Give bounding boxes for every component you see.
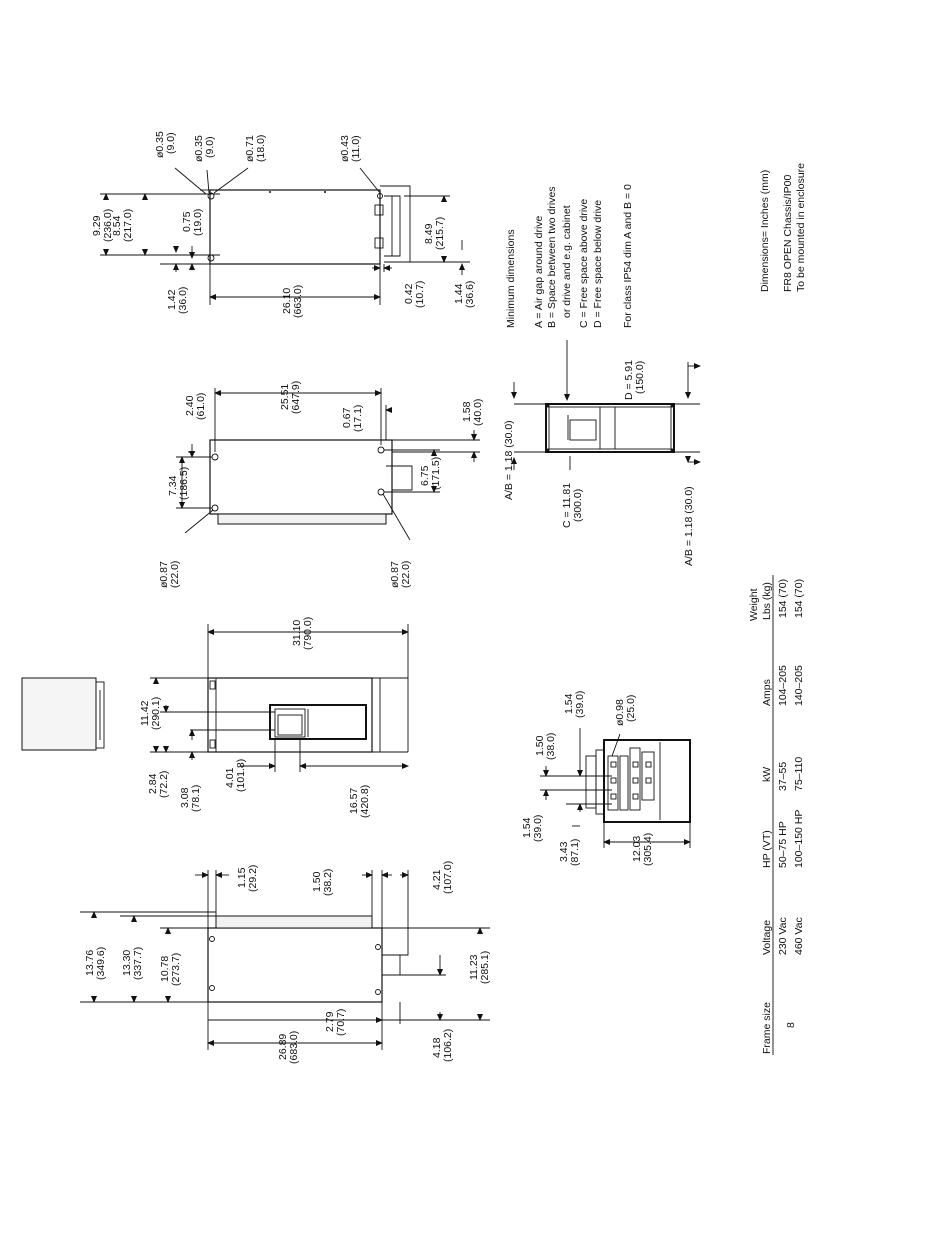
dim-label-mm: (349.6) (95, 946, 107, 980)
dim-label-mm: (285.1) (479, 950, 491, 984)
svg-text:ø0.35(9.0) (193, 135, 216, 162)
dim-label: 7.34 (167, 475, 179, 496)
dim-label-mm: (22.0) (169, 560, 181, 588)
svg-text:1.15(29.2) (236, 865, 259, 892)
dim-label-mm: (186.5) (178, 466, 190, 500)
clearance-ab-top: A/B = 1.18 (30.0) (503, 420, 515, 500)
clearance-c-label: C = 11.81 (561, 482, 573, 528)
svg-text:7.34(186.5) (167, 467, 190, 500)
min-dims-title: Minimum dimensions (505, 229, 517, 328)
side-view-labels (84, 861, 491, 1064)
dim-label: 1.58 (461, 401, 473, 422)
dim-label: 2.79 (324, 1011, 336, 1032)
svg-text:1.50(38.0) (534, 733, 557, 760)
clearance-ab-bottom: A/B = 1.18 (30.0) (683, 486, 695, 566)
table-cell-hp: 100–150 HP (793, 809, 805, 868)
dim-label: 26.10 (281, 287, 293, 314)
clearance-labels (503, 360, 695, 566)
svg-text:1.54(39.0) (563, 691, 586, 718)
dim-label-mm: (420.8) (359, 784, 371, 818)
table-header-hp: HP (VT) (761, 830, 773, 868)
dim-label: 1.54 (521, 817, 533, 838)
dim-label-mm: (217.0) (122, 208, 134, 242)
svg-text:4.01(101.8) (224, 759, 247, 792)
dim-label-mm: (78.1) (190, 784, 202, 812)
front-view-labels (139, 617, 371, 818)
back-view-labels (158, 381, 484, 588)
svg-text:10.78(273.7) (159, 953, 182, 986)
svg-text:ø0.87(22.0) (158, 561, 181, 588)
dim-label: 11.42 (139, 700, 151, 726)
dim-label-mm: (39.0) (574, 690, 586, 718)
dim-label: ø0.35 (193, 135, 205, 162)
svg-text:4.21(107.0) (431, 861, 454, 894)
svg-text:31.10(790.0) (291, 617, 314, 650)
table-cell-kw: 37–55 (777, 761, 789, 791)
dim-label: ø0.87 (389, 561, 401, 588)
dim-label-mm: (273.7) (170, 952, 182, 986)
min-dims-d: D = Free space below drive (592, 199, 604, 328)
dim-label-mm: (29.2) (247, 864, 259, 892)
dim-label: 4.01 (224, 767, 236, 788)
dim-label: 1.42 (166, 289, 178, 310)
table-header-voltage: Voltage (761, 919, 773, 955)
table-cell-frame: 8 (785, 1022, 797, 1028)
dim-label: 4.21 (431, 869, 443, 890)
table-header-kw: kW (761, 766, 773, 782)
dim-label-mm: (107.0) (442, 860, 454, 894)
dim-label-mm: (11.0) (350, 135, 362, 162)
dim-label-mm: (647.9) (290, 380, 302, 414)
svg-text:3.43(87.1) (558, 839, 581, 866)
table-cell-weight: 154 (70) (777, 578, 789, 618)
dim-label: 2.84 (147, 773, 159, 794)
ip54-note: For class IP54 dim A and B = 0 (622, 184, 634, 328)
min-dims-c: C = Free space above drive (578, 198, 590, 328)
dim-label: ø0.87 (158, 561, 170, 588)
dim-label: 0.67 (341, 407, 353, 428)
dim-label-mm: (290.1) (150, 696, 162, 730)
table-header-amps: Amps (761, 679, 773, 706)
table-header-lbs-kg: Lbs (kg) (761, 582, 773, 620)
dim-label-mm: (70.7) (335, 1008, 347, 1036)
dim-label: 11.23 (468, 954, 480, 980)
dim-label: 2.40 (184, 395, 196, 416)
svg-text:0.67(17.1) (341, 405, 364, 432)
minimum-dimensions-notes (505, 184, 634, 328)
dim-label-mm: (18.0) (255, 134, 267, 162)
svg-text:2.40(61.0) (184, 393, 207, 420)
svg-text:1.54(39.0) (521, 815, 544, 842)
min-dims-b1: B = Space between two drives (546, 186, 558, 328)
spec-table (748, 575, 805, 1055)
svg-text:13.30(337.7) (121, 947, 144, 980)
min-dims-b2: or drive and e.g. cabinet (561, 205, 573, 318)
chassis-note: FR8 OPEN Chassis/IP00 (782, 174, 794, 292)
dim-label: 8.54 (111, 215, 123, 236)
dim-label-mm: (101.8) (235, 758, 247, 792)
dim-label: 1.54 (563, 693, 575, 714)
dim-label-mm: (215.7) (434, 216, 446, 250)
dim-label-mm: (337.7) (132, 946, 144, 980)
svg-text:0.75(19.0) (181, 209, 204, 236)
svg-text:1.42(36.0) (166, 287, 189, 314)
clearance-drawing (514, 340, 700, 470)
table-cell-voltage: 230 Vac (777, 917, 789, 955)
svg-text:26.10(663.0) (281, 285, 304, 318)
clearance-d-mm: (150.0) (634, 360, 646, 394)
svg-text:2.79(70.7) (324, 1009, 347, 1036)
svg-text:12.03(305.4) (631, 833, 654, 866)
dim-label-mm: (10.7) (414, 280, 426, 308)
dim-label: 3.43 (558, 841, 570, 862)
table-cell-weight: 154 (70) (793, 578, 805, 618)
svg-text:2.84(72.2) (147, 771, 170, 798)
dim-label-mm: (683.0) (288, 1030, 300, 1064)
svg-text:8.54(217.0) (111, 209, 134, 242)
dim-label-mm: (39.0) (532, 814, 544, 842)
dim-label: 1.50 (534, 735, 546, 756)
general-notes (759, 163, 807, 292)
dim-label: 9.29 (91, 215, 103, 236)
dim-label: 26.89 (277, 1033, 289, 1060)
table-header-frame-size: Frame size (761, 1002, 773, 1054)
dim-label: 13.76 (84, 949, 96, 976)
svg-text:ø0.87(22.0) (389, 561, 412, 588)
dim-label-mm: (790.0) (302, 616, 314, 650)
table-cell-amps: 104–205 (777, 665, 789, 706)
dim-label: 12.03 (631, 835, 643, 862)
svg-text:ø0.35(9.0) (154, 131, 177, 158)
dim-label-mm: (22.0) (400, 560, 412, 588)
dim-label: ø0.71 (244, 135, 256, 162)
dim-label-mm: (663.0) (292, 284, 304, 318)
svg-text:4.18(106.2) (431, 1029, 454, 1062)
dim-label-mm: (19.0) (192, 208, 204, 236)
svg-text:11.42(290.1) (139, 697, 162, 730)
dim-label-mm: (9.0) (165, 132, 177, 154)
table-cell-hp: 50–75 HP (777, 821, 789, 868)
dim-label: 31.10 (291, 619, 303, 646)
svg-text:25.51(647.9) (279, 381, 302, 414)
svg-text:C = 11.81(300.0) (561, 483, 584, 528)
dim-label-mm: (17.1) (352, 404, 364, 432)
dim-label-mm: (171.5) (430, 456, 442, 490)
dim-label-mm: (25.0) (625, 694, 637, 722)
dim-label-mm: (36.6) (464, 280, 476, 308)
clearance-d-label: D = 5.91 (623, 360, 635, 400)
svg-text:0.42(10.7) (403, 281, 426, 308)
dim-label: 6.75 (419, 465, 431, 486)
dim-label: 8.49 (423, 223, 435, 244)
svg-text:16.57(420.8) (348, 785, 371, 818)
min-dims-a: A = Air gap around drive (533, 215, 545, 328)
dim-label: 0.42 (403, 283, 415, 304)
table-cell-voltage: 460 Vac (793, 917, 805, 955)
dim-label: 1.15 (236, 867, 248, 888)
svg-text:1.50(38.2) (311, 869, 334, 896)
dim-label-mm: (40.0) (472, 398, 484, 426)
svg-text:26.89(683.0) (277, 1031, 300, 1064)
bottom-view-drawing (540, 728, 690, 848)
svg-text:ø0.71(18.0) (244, 135, 267, 162)
dim-label: 0.75 (181, 211, 193, 232)
dim-label: ø0.35 (154, 131, 166, 158)
dim-label-mm: (305.4) (642, 832, 654, 866)
front-view-drawing (22, 624, 408, 772)
table-cell-amps: 140–205 (793, 665, 805, 706)
svg-text:ø0.98(25.0) (614, 695, 637, 726)
dim-label-mm: (36.0) (177, 286, 189, 314)
svg-text:13.76(349.6) (84, 947, 107, 980)
clearance-c-mm: (300.0) (572, 488, 584, 522)
dim-label: ø0.98 (614, 699, 626, 726)
dim-label-mm: (106.2) (442, 1028, 454, 1062)
top-view-labels (91, 131, 476, 318)
dim-label: 1.44 (453, 283, 465, 304)
dim-label: 13.30 (121, 949, 133, 976)
dim-label-mm: (87.1) (569, 838, 581, 866)
svg-text:6.75(171.5) (419, 457, 442, 490)
dim-label-mm: (61.0) (195, 392, 207, 420)
dim-label: 25.51 (279, 383, 291, 410)
svg-text:8.49(215.7) (423, 217, 446, 250)
dim-label: 1.50 (311, 871, 323, 892)
svg-text:1.44(36.6) (453, 281, 476, 308)
dim-label: 4.18 (431, 1037, 443, 1058)
dim-label-mm: (72.2) (158, 770, 170, 798)
enclosure-note: To be mounted in enclosure (795, 163, 807, 292)
dim-label-mm: (38.2) (322, 868, 334, 896)
dim-label: 10.78 (159, 955, 171, 982)
table-cell-kw: 75–110 (793, 756, 805, 791)
dim-label: ø0.43 (339, 135, 351, 162)
terminal-block (608, 748, 654, 810)
dim-label-mm: (236.0) (102, 208, 114, 242)
table-header-weight: Weight (748, 588, 760, 621)
dim-label-mm: (9.0) (204, 136, 216, 158)
svg-text:3.08(78.1) (179, 785, 202, 812)
svg-text:D = 5.91(150.0) (623, 360, 646, 400)
svg-text:11.23(285.1) (468, 951, 491, 984)
dims-unit-note: Dimensions= Inches (mm) (759, 169, 771, 292)
svg-text:1.58(40.0) (461, 399, 484, 426)
dim-label: 3.08 (179, 787, 191, 808)
dim-label: 16.57 (348, 787, 360, 814)
svg-text:ø0.43(11.0) (339, 135, 362, 162)
dim-label-mm: (38.0) (545, 732, 557, 760)
